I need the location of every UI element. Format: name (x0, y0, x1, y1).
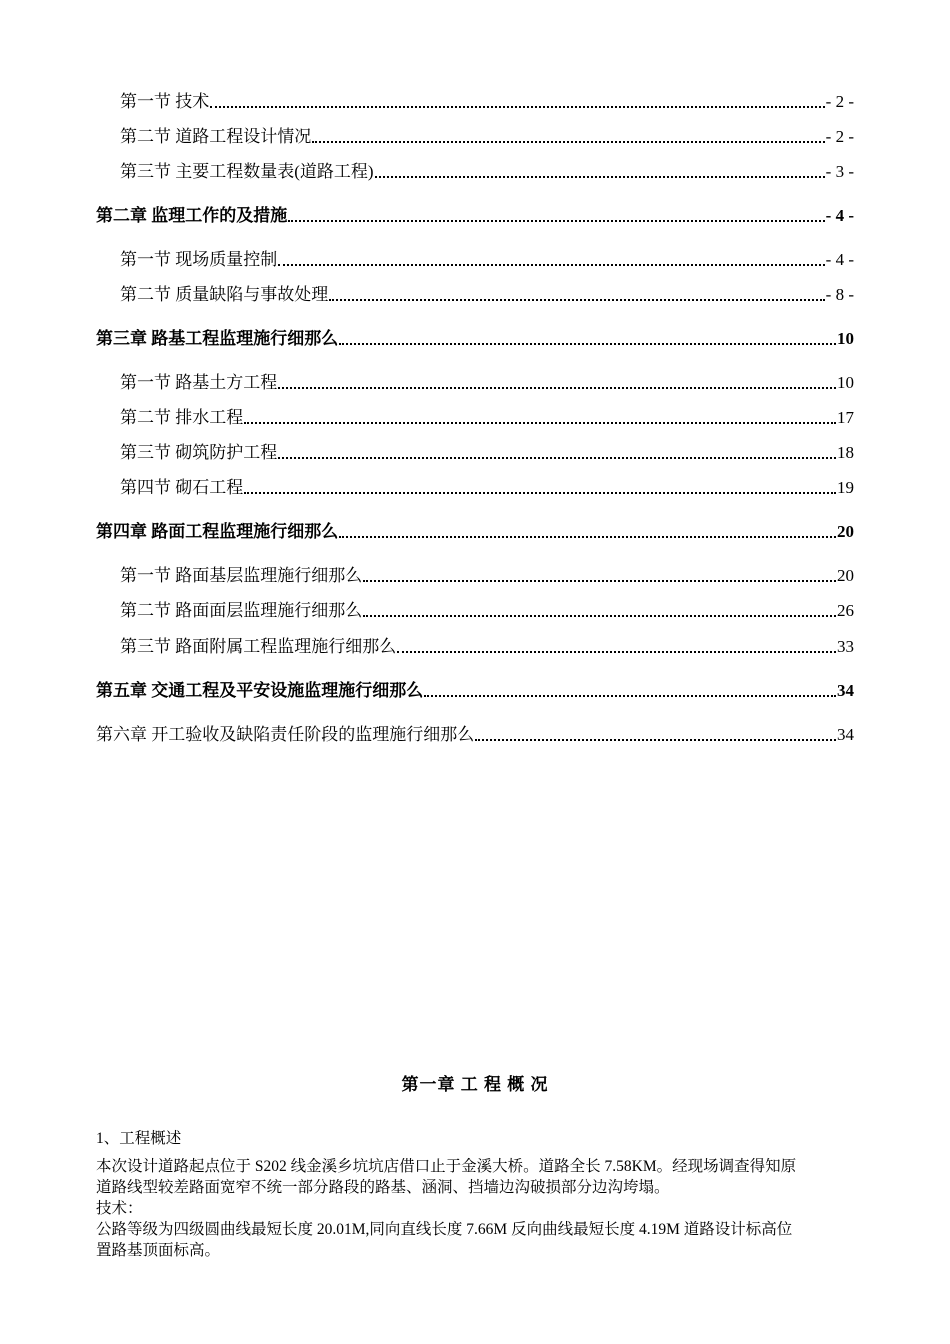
paragraph-line: 公路等级为四级圆曲线最短长度 20.01M,同向直线长度 7.66M 反向曲线最短长度 4.19M 道路设计标高位 (96, 1221, 793, 1238)
paragraph-line: 本次设计道路起点位于 S202 线金溪乡坑坑店借口止于金溪大桥。道路全长 7.58KM。经现场调查得知原 (96, 1158, 797, 1175)
toc-dot-leader (278, 264, 824, 266)
toc-entry-label: 第一节 路面基层监理施行细那么 (120, 566, 363, 585)
overview-paragraph (96, 1156, 856, 1261)
toc-entry-label: 第四章 路面工程监理施行细那么 (96, 522, 339, 541)
toc-dot-leader (244, 422, 836, 424)
toc-dot-leader (278, 387, 836, 389)
section-subheading: 1、工程概述 (96, 1130, 182, 1147)
toc-section-entry[interactable] (120, 90, 854, 114)
toc-page-number: 10 (837, 373, 854, 392)
toc-chapter-entry[interactable] (96, 520, 854, 544)
toc-dot-leader (244, 492, 836, 494)
toc-page-number: 17 (837, 408, 854, 427)
toc-entry-label: 第三节 主要工程数量表(道路工程) (120, 162, 374, 181)
toc-dot-leader (210, 106, 824, 108)
paragraph-line: 道路线型较差路面宽窄不统一部分路段的路基、涵洞、挡墙边沟破损部分边沟垮塌。 (96, 1179, 670, 1196)
toc-page-number: 33 (837, 637, 854, 656)
toc-entry-label: 第六章 开工验收及缺陷责任阶段的监理施行细那么 (96, 725, 475, 744)
toc-page-number: - 2 - (825, 127, 854, 146)
toc-page-number: - 8 - (825, 285, 854, 304)
toc-entry-label: 第二节 路面面层监理施行细那么 (120, 601, 363, 620)
toc-entry-label: 第二章 监理工作的及措施 (96, 206, 288, 225)
chapter-title: 第一章 工 程 概 况 (401, 1075, 549, 1094)
toc-page-number: - 4 - (825, 250, 854, 269)
paragraph-line: 技术： (96, 1200, 143, 1217)
toc-section-entry[interactable] (120, 476, 854, 500)
toc-dot-leader (339, 343, 836, 345)
toc-chapter-entry[interactable] (96, 679, 854, 703)
toc-section-entry[interactable] (120, 406, 854, 430)
toc-dot-leader (339, 536, 836, 538)
toc-page-number: - 4 - (825, 206, 854, 225)
toc-dot-leader (288, 220, 824, 222)
toc-entry-label: 第一节 技术 (120, 92, 210, 111)
toc-page-number: - 3 - (825, 162, 854, 181)
toc-entry-label: 第二节 质量缺陷与事故处理 (120, 285, 329, 304)
toc-section-entry[interactable] (120, 248, 854, 272)
toc-entry-label: 第二节 道路工程设计情况 (120, 127, 312, 146)
toc-entry-label: 第四节 砌石工程 (120, 478, 244, 497)
toc-dot-leader (329, 299, 824, 301)
toc-entry-label: 第三章 路基工程监理施行细那么 (96, 329, 339, 348)
toc-page-number: 19 (837, 478, 854, 497)
toc-entry-label: 第二节 排水工程 (120, 408, 244, 427)
toc-dot-leader (424, 695, 836, 697)
toc-page-number: 18 (837, 443, 854, 462)
toc-entry-label: 第三节 砌筑防护工程 (120, 443, 278, 462)
toc-chapter-entry[interactable] (96, 204, 854, 228)
toc-page-number: 20 (837, 522, 854, 541)
toc-dot-leader (475, 739, 836, 741)
toc-section-entry[interactable] (120, 599, 854, 623)
toc-section-entry[interactable] (120, 160, 854, 184)
toc-dot-leader (278, 457, 836, 459)
toc-entry-label: 第一节 现场质量控制 (120, 250, 278, 269)
toc-section-entry[interactable] (120, 371, 854, 395)
toc-chapter-entry[interactable] (96, 327, 854, 351)
toc-section-entry[interactable] (120, 564, 854, 588)
toc-dot-leader (312, 141, 824, 143)
toc-page-number: 34 (837, 725, 854, 744)
toc-section-entry[interactable] (120, 125, 854, 149)
toc-section-entry[interactable] (120, 635, 854, 659)
toc-page-number: - 2 - (825, 92, 854, 111)
toc-dot-leader (363, 580, 836, 582)
toc-dot-leader (363, 615, 836, 617)
toc-entry-label: 第五章 交通工程及平安设施监理施行细那么 (96, 681, 424, 700)
toc-page-number: 26 (837, 601, 854, 620)
toc-chapter-entry[interactable] (96, 723, 854, 747)
toc-section-entry[interactable] (120, 283, 854, 307)
toc-entry-label: 第一节 路基土方工程 (120, 373, 278, 392)
toc-dot-leader (375, 176, 825, 178)
toc-page-number: 20 (837, 566, 854, 585)
toc-section-entry[interactable] (120, 441, 854, 465)
toc-page-number: 34 (837, 681, 854, 700)
toc-dot-leader (397, 651, 836, 653)
paragraph-line: 置路基顶面标高。 (96, 1242, 221, 1259)
toc-entry-label: 第三节 路面附属工程监理施行细那么 (120, 637, 397, 656)
toc-page-number: 10 (837, 329, 854, 348)
